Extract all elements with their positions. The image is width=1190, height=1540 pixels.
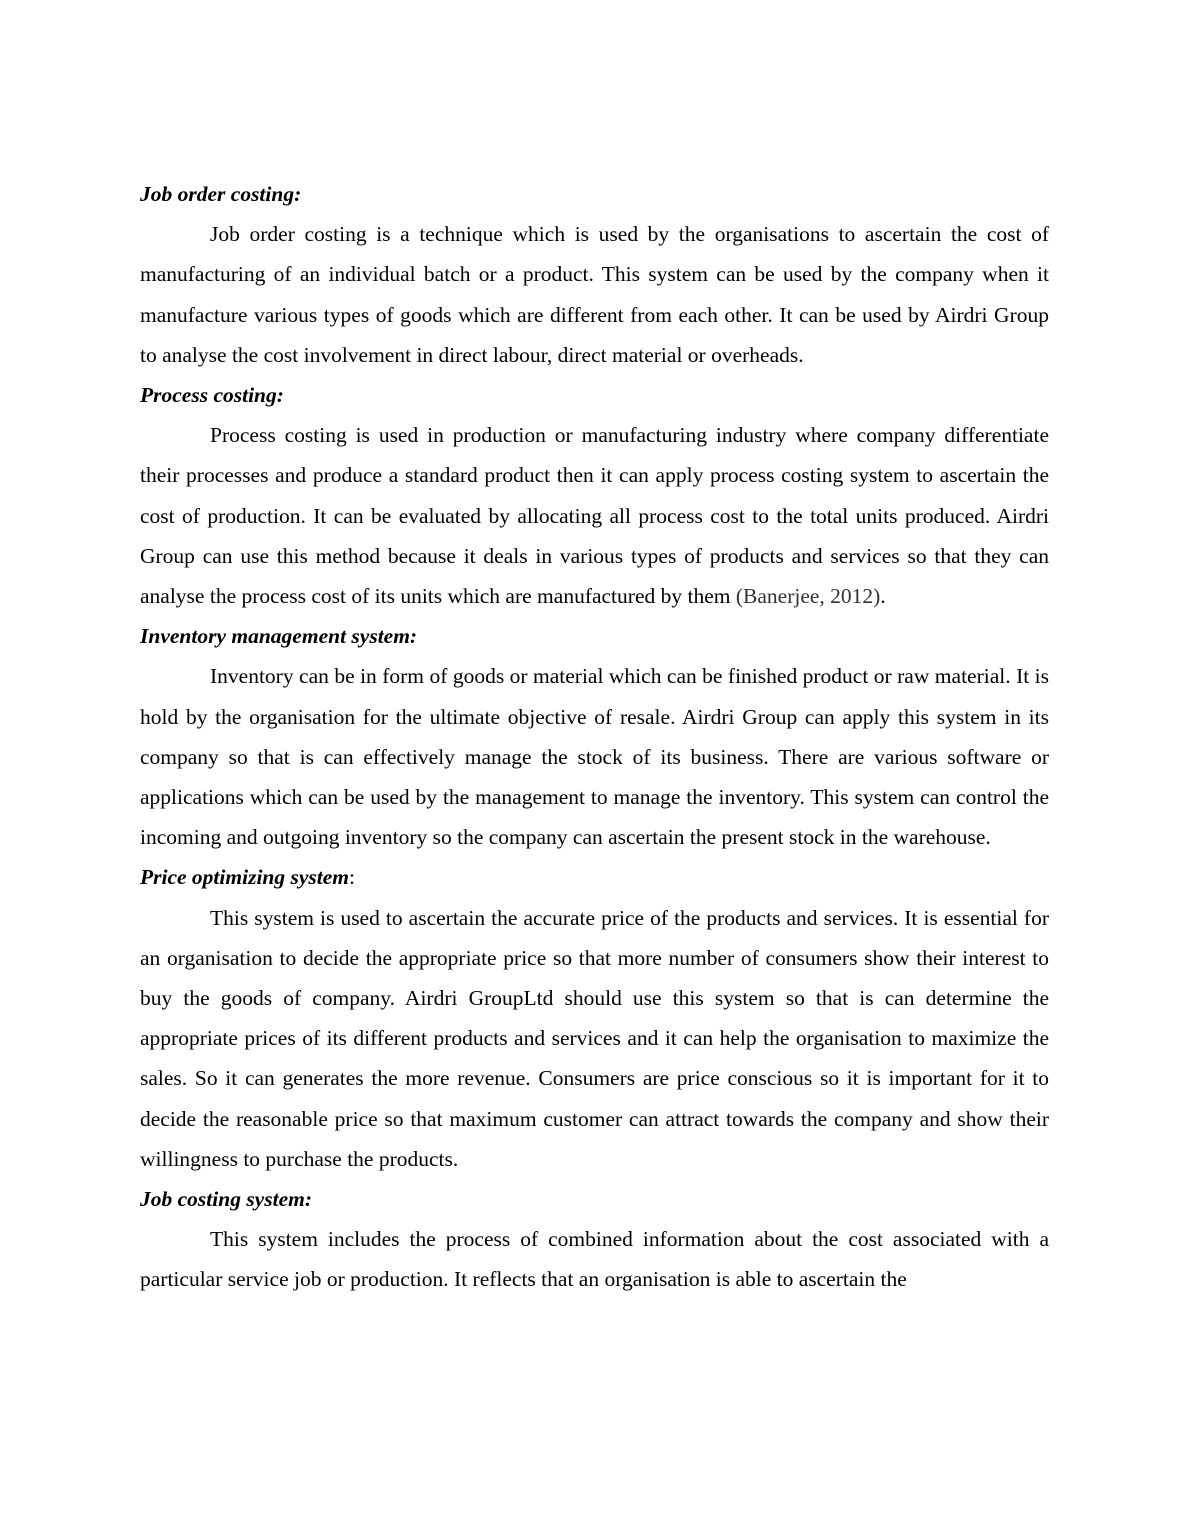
citation: (Banerjee, 2012) <box>735 584 881 609</box>
section-heading-price-optimizing <box>140 857 1049 897</box>
section-heading-inventory-management <box>140 616 1049 656</box>
document-page <box>140 174 1049 1300</box>
heading-text: Price optimizing system <box>140 865 350 890</box>
heading-colon: : <box>349 865 356 890</box>
section-body-job-order-costing: Job order costing is a technique which is used by the organisations to ascertain the cost of manufacturing of an individual batch or a product. This system can be used by the company when it manufacture various types of goods which are different from each other. It can be used by Airdri Group to analyse the cost involvement in direct labour, direct material or overheads. <box>140 222 1049 367</box>
section-body-price-optimizing: This system is used to ascertain the accurate price of the products and services. It is essential for an organisation to decide the appropriate price so that more number of consumers show their interest to buy the goods of company. Airdri GroupLtd should use this system so that is can determine the appropriate prices of its different products and services and it can help the organisation to maximize the sales. So it can generates the more revenue. Consumers are price conscious so it is important for it to decide the reasonable price so that maximum customer can attract towards the company and show their willingness to purchase the products. <box>140 905 1049 1171</box>
section-heading-job-costing-system <box>140 1179 1049 1219</box>
section-body-job-costing-system: This system includes the process of combined information about the cost associated with a particular service job or production. It reflects that an organisation is able to ascertain the <box>140 1227 1049 1292</box>
body-text: Process costing is used in production or manufacturing industry where company differentiate their processes and produce a standard product then it can apply process costing system to ascertain the cost of production. It can be evaluated by allocating all process cost to the total units produced. Airdri Group can use this method because it deals in various types of products and services so that they can analyse the process cost of its units which are manufactured by them <box>140 423 1049 609</box>
citation-punctuation: . <box>880 584 886 609</box>
heading-text: Process costing: <box>140 383 284 408</box>
heading-text: Job costing system: <box>140 1187 312 1212</box>
heading-text: Job order costing: <box>140 182 302 206</box>
section-body-process-costing <box>140 415 1049 616</box>
heading-text: Inventory management system: <box>140 624 418 649</box>
section-heading-process-costing <box>140 375 1049 415</box>
section-heading-job-order-costing <box>140 174 1049 214</box>
section-body-inventory-management: Inventory can be in form of goods or material which can be finished product or raw material. It is hold by the organisation for the ultimate objective of resale. Airdri Group can apply this system in its company so that is can effectively manage the stock of its business. There are various software or applications which can be used by the management to manage the inventory. This system can control the incoming and outgoing inventory so the company can ascertain the present stock in the warehouse. <box>140 664 1049 850</box>
